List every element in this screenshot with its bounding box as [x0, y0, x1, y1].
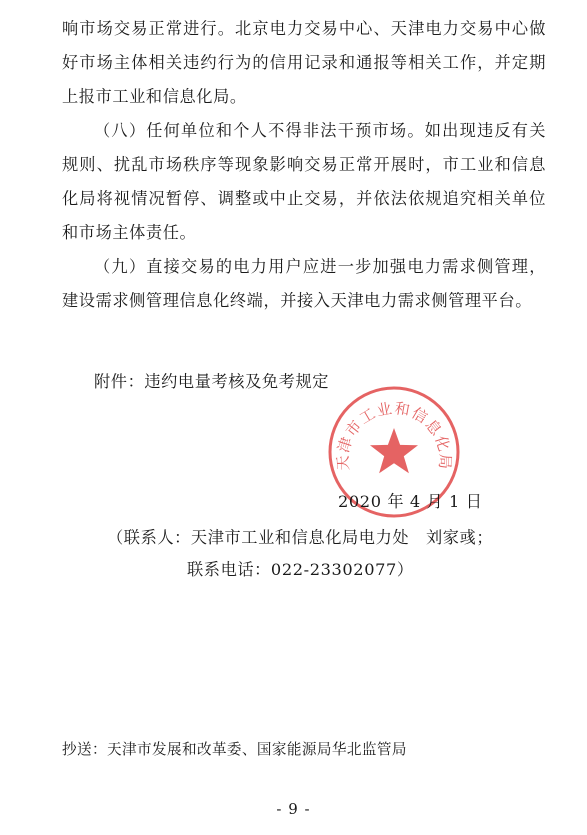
paragraph-item-8: （八）任何单位和个人不得非法干预市场。如出现违反有关规则、扰乱市场秩序等现象影响交易正常开展时，市工业和信息化局将视情况暂停、调整或中止交易，并依法依规追究相关单位和市场主体责任。 [62, 121, 546, 242]
page-number: - 9 - [276, 800, 311, 818]
paragraph-continuation: 响市场交易正常进行。北京电力交易中心、天津电力交易中心做好市场主体相关违约行为的信用记录和通报等相关工作，并定期上报市工业和信息化局。 [62, 19, 546, 106]
issue-date: 2020 年 4 月 1 日 [338, 492, 483, 511]
cc-line: 抄送：天津市发展和改革委、国家能源局华北监管局 [62, 741, 407, 758]
contact-person: （联系人：天津市工业和信息化局电力处 刘家彧； [107, 528, 494, 547]
seal-star-icon [370, 428, 418, 473]
contact-phone: 联系电话：022-23302077） [187, 560, 414, 579]
paragraph-item-9: （九）直接交易的电力用户应进一步加强电力需求侧管理，建设需求侧管理信息化终端，并接入天津电力需求侧管理平台。 [62, 257, 546, 310]
body-text [62, 12, 546, 318]
attachment-line: 附件：违约电量考核及免考规定 [94, 372, 330, 391]
seal-text: 天津市工业和信息化局 [333, 399, 455, 471]
